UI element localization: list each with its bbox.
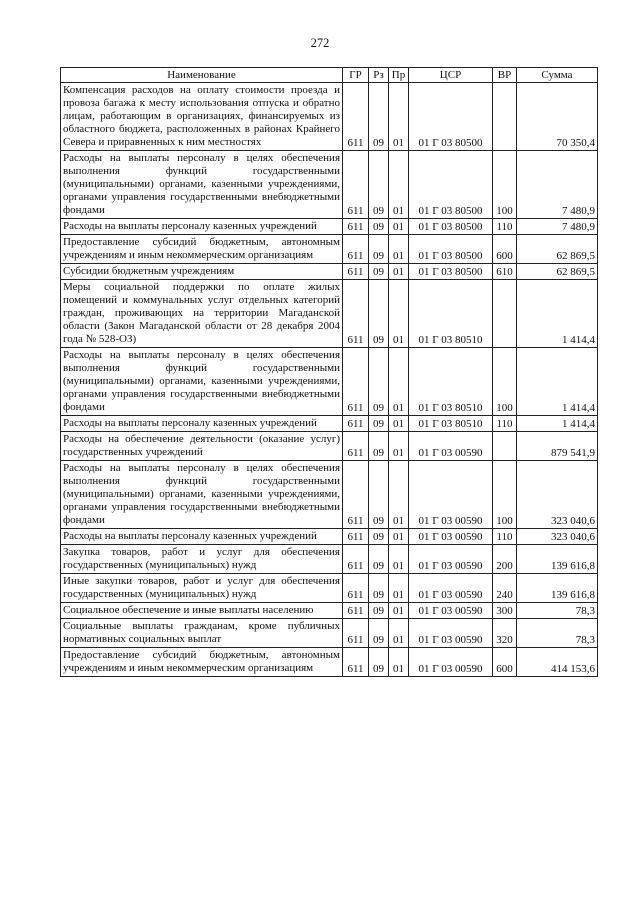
table-row [61, 574, 598, 603]
cell-sum: 139 616,8 [517, 545, 598, 574]
cell-csr: 01 Г 03 00590 [409, 574, 493, 603]
cell-rz: 09 [369, 348, 389, 416]
cell-sum: 1 414,4 [517, 416, 598, 432]
cell-sum: 139 616,8 [517, 574, 598, 603]
cell-name: Расходы на выплаты персоналу казенных учреждений [61, 219, 343, 235]
header-vr: ВР [493, 68, 517, 83]
cell-csr: 01 Г 03 80500 [409, 151, 493, 219]
cell-pr: 01 [389, 432, 409, 461]
cell-sum: 323 040,6 [517, 461, 598, 529]
cell-vr: 110 [493, 529, 517, 545]
cell-gr: 611 [343, 529, 369, 545]
cell-pr: 01 [389, 648, 409, 677]
cell-vr: 110 [493, 416, 517, 432]
cell-gr: 611 [343, 574, 369, 603]
cell-csr: 01 Г 03 80500 [409, 83, 493, 151]
cell-sum: 62 869,5 [517, 235, 598, 264]
cell-rz: 09 [369, 416, 389, 432]
cell-name: Расходы на обеспечение деятельности (оказание услуг) государственных учреждений [61, 432, 343, 461]
cell-csr: 01 Г 03 00590 [409, 432, 493, 461]
cell-rz: 09 [369, 619, 389, 648]
cell-pr: 01 [389, 545, 409, 574]
table-row [61, 235, 598, 264]
cell-vr: 100 [493, 151, 517, 219]
cell-name: Расходы на выплаты персоналу в целях обеспечения выполнения функций государственными (муниципальными) органами, казенными учреждениями, органами управления государственными внебюджетными фондами [61, 151, 343, 219]
cell-name: Расходы на выплаты персоналу в целях обеспечения выполнения функций государственными (муниципальными) органами, казенными учреждениями, органами управления государственными внебюджетными фондами [61, 461, 343, 529]
cell-vr [493, 280, 517, 348]
cell-sum: 7 480,9 [517, 219, 598, 235]
cell-name: Предоставление субсидий бюджетным, автономным учреждениям и иным некоммерческим организациям [61, 648, 343, 677]
cell-csr: 01 Г 03 00590 [409, 461, 493, 529]
cell-name: Меры социальной поддержки по оплате жилых помещений и коммунальных услуг отдельных категорий граждан, проживающих на территории Магаданской области (Закон Магаданской области от 28 декабря 2004 года № 528-ОЗ) [61, 280, 343, 348]
cell-name: Субсидии бюджетным учреждениям [61, 264, 343, 280]
cell-rz: 09 [369, 574, 389, 603]
cell-sum: 879 541,9 [517, 432, 598, 461]
table-row [61, 83, 598, 151]
cell-rz: 09 [369, 648, 389, 677]
cell-name: Закупка товаров, работ и услуг для обеспечения государственных (муниципальных) нужд [61, 545, 343, 574]
cell-vr: 100 [493, 461, 517, 529]
cell-rz: 09 [369, 83, 389, 151]
table-row [61, 545, 598, 574]
page-number: 272 [310, 36, 330, 50]
cell-sum: 78,3 [517, 603, 598, 619]
header-csr: ЦСР [409, 68, 493, 83]
cell-gr: 611 [343, 219, 369, 235]
cell-pr: 01 [389, 619, 409, 648]
cell-csr: 01 Г 03 00590 [409, 619, 493, 648]
cell-pr: 01 [389, 416, 409, 432]
cell-pr: 01 [389, 83, 409, 151]
cell-name: Компенсация расходов на оплату стоимости проезда и провоза багажа к месту использования отпуска и обратно лицам, работающим в организациях, финансируемых из областного бюджета, расположенных в районах Крайнего Севера и приравненных к ним местностях [61, 83, 343, 151]
cell-sum: 70 350,4 [517, 83, 598, 151]
cell-rz: 09 [369, 545, 389, 574]
table-row [61, 348, 598, 416]
table-row [61, 461, 598, 529]
cell-rz: 09 [369, 603, 389, 619]
table-body [61, 83, 598, 677]
cell-pr: 01 [389, 219, 409, 235]
cell-name: Расходы на выплаты персоналу в целях обеспечения выполнения функций государственными (муниципальными) органами, казенными учреждениями, органами управления государственными внебюджетными фондами [61, 348, 343, 416]
cell-rz: 09 [369, 529, 389, 545]
cell-csr: 01 Г 03 80500 [409, 219, 493, 235]
cell-rz: 09 [369, 461, 389, 529]
table-row [61, 264, 598, 280]
cell-csr: 01 Г 03 80510 [409, 348, 493, 416]
cell-pr: 01 [389, 529, 409, 545]
cell-vr [493, 83, 517, 151]
cell-vr: 320 [493, 619, 517, 648]
cell-gr: 611 [343, 348, 369, 416]
table-row [61, 151, 598, 219]
cell-vr: 110 [493, 219, 517, 235]
cell-gr: 611 [343, 235, 369, 264]
cell-rz: 09 [369, 235, 389, 264]
cell-vr: 600 [493, 235, 517, 264]
table-row [61, 529, 598, 545]
cell-sum: 1 414,4 [517, 280, 598, 348]
cell-gr: 611 [343, 648, 369, 677]
cell-gr: 611 [343, 432, 369, 461]
cell-gr: 611 [343, 416, 369, 432]
cell-name: Иные закупки товаров, работ и услуг для обеспечения государственных (муниципальных) нужд [61, 574, 343, 603]
cell-rz: 09 [369, 219, 389, 235]
cell-sum: 323 040,6 [517, 529, 598, 545]
cell-gr: 611 [343, 151, 369, 219]
cell-gr: 611 [343, 603, 369, 619]
table-row [61, 416, 598, 432]
cell-sum: 1 414,4 [517, 348, 598, 416]
cell-sum: 78,3 [517, 619, 598, 648]
table-row [61, 219, 598, 235]
cell-csr: 01 Г 03 00590 [409, 648, 493, 677]
table-row [61, 432, 598, 461]
cell-name: Расходы на выплаты персоналу казенных учреждений [61, 416, 343, 432]
cell-gr: 611 [343, 280, 369, 348]
cell-csr: 01 Г 03 80500 [409, 235, 493, 264]
cell-csr: 01 Г 03 80510 [409, 280, 493, 348]
cell-vr: 240 [493, 574, 517, 603]
cell-vr: 200 [493, 545, 517, 574]
cell-gr: 611 [343, 83, 369, 151]
cell-pr: 01 [389, 235, 409, 264]
cell-csr: 01 Г 03 00590 [409, 603, 493, 619]
cell-gr: 611 [343, 619, 369, 648]
cell-pr: 01 [389, 574, 409, 603]
cell-csr: 01 Г 03 00590 [409, 545, 493, 574]
cell-gr: 611 [343, 461, 369, 529]
cell-rz: 09 [369, 151, 389, 219]
budget-table [60, 67, 598, 677]
cell-pr: 01 [389, 151, 409, 219]
header-name: Наименование [61, 68, 343, 83]
cell-sum: 414 153,6 [517, 648, 598, 677]
cell-gr: 611 [343, 545, 369, 574]
cell-rz: 09 [369, 264, 389, 280]
cell-csr: 01 Г 03 80510 [409, 416, 493, 432]
cell-pr: 01 [389, 348, 409, 416]
cell-name: Предоставление субсидий бюджетным, автономным учреждениям и иным некоммерческим организациям [61, 235, 343, 264]
header-rz: Рз [369, 68, 389, 83]
cell-vr: 610 [493, 264, 517, 280]
cell-pr: 01 [389, 280, 409, 348]
table-row [61, 619, 598, 648]
cell-name: Расходы на выплаты персоналу казенных учреждений [61, 529, 343, 545]
cell-vr: 300 [493, 603, 517, 619]
header-gr: ГР [343, 68, 369, 83]
table-row [61, 280, 598, 348]
header-pr: Пр [389, 68, 409, 83]
cell-name: Социальные выплаты гражданам, кроме публичных нормативных социальных выплат [61, 619, 343, 648]
cell-pr: 01 [389, 461, 409, 529]
header-sum: Сумма [517, 68, 598, 83]
cell-vr [493, 432, 517, 461]
table-row [61, 648, 598, 677]
cell-csr: 01 Г 03 80500 [409, 264, 493, 280]
cell-vr: 600 [493, 648, 517, 677]
cell-pr: 01 [389, 264, 409, 280]
cell-pr: 01 [389, 603, 409, 619]
cell-sum: 7 480,9 [517, 151, 598, 219]
cell-name: Социальное обеспечение и иные выплаты населению [61, 603, 343, 619]
cell-sum: 62 869,5 [517, 264, 598, 280]
cell-rz: 09 [369, 432, 389, 461]
table-row [61, 603, 598, 619]
table-header-row [61, 68, 598, 83]
cell-csr: 01 Г 03 00590 [409, 529, 493, 545]
cell-gr: 611 [343, 264, 369, 280]
cell-vr: 100 [493, 348, 517, 416]
cell-rz: 09 [369, 280, 389, 348]
